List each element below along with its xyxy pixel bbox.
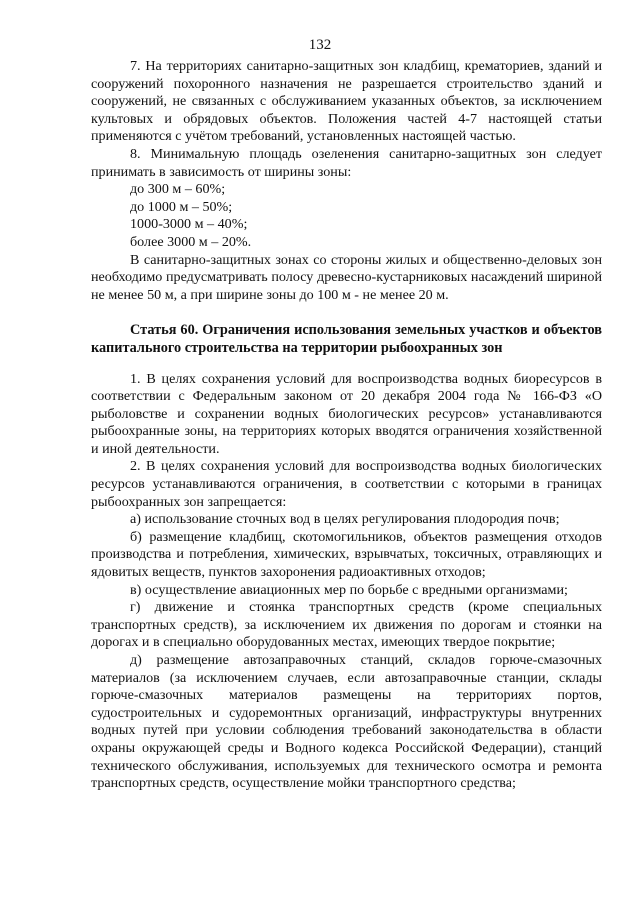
page-number: 132 — [308, 37, 332, 53]
article-60-heading: Статья 60. Ограничения использования земельных участков и объектов капитального строительства на территории рыбоохранных зон — [91, 322, 602, 356]
document-body — [91, 58, 602, 793]
restriction-item-a: а) использование сточных вод в целях регулирования плодородия почв; — [130, 511, 560, 528]
greening-rate-over-3000: более 3000 м – 20%. — [130, 233, 252, 250]
paragraph-part-7: 7. На территориях санитарно-защитных зон кладбищ, крематориев, зданий и сооружений похоронного назначения не разрешается строительство зданий и сооружений, не связанных с обслуживанием указанных объектов, за исключением культовых и обрядовых объектов. Положения частей 4-7 настоящей статьи применяются с учётом требований, установленных настоящей частью. — [91, 58, 602, 145]
paragraph-part-8: 8. Минимальную площадь озеленения санитарно-защитных зон следует принимать в зависимость от ширины зоны: — [91, 145, 602, 180]
article-60-part-2: 2. В целях сохранения условий для воспроизводства водных биологических ресурсов устанавливаются ограничения, в соответствии с которыми в границах рыбоохранных зон запрещается: — [91, 458, 602, 510]
greening-rate-up-to-300: до 300 м – 60%; — [130, 181, 226, 198]
restriction-item-v: в) осуществление авиационных мер по борьбе с вредными организмами; — [130, 581, 568, 598]
restriction-item-b: б) размещение кладбищ, скотомогильников, объектов размещения отходов производства и потребления, химических, взрывчатых, токсичных, отравляющих и ядовитых веществ, пунктов захоронения радиоактивных отходов; — [91, 528, 602, 581]
article-60-part-1: 1. В целях сохранения условий для воспроизводства водных биоресурсов в соответствии с Федеральным законом от 20 декабря 2004 года № 166-ФЗ «О рыболовстве и сохранении водных биологических ресурсов» устанавливаются рыбоохранные зоны, на территориях которых вводятся ограничения хозяйственной и иной деятельности. — [91, 370, 602, 457]
greening-rate-up-to-1000: до 1000 м – 50%; — [130, 198, 233, 215]
restriction-item-g: г) движение и стоянка транспортных средств (кроме специальных транспортных средств), за исключением их движения по дорогам и стоянки на дорогах и в специально оборудованных местах, имеющих твердое покрытие; — [91, 599, 602, 651]
paragraph-buffer-planting: В санитарно-защитных зонах со стороны жилых и общественно-деловых зон необходимо предусматривать полосу древесно-кустарниковых насаждений шириной не менее 50 м, а при ширине зоны до 100 м - не менее 20 м. — [91, 251, 602, 303]
section-gap — [91, 304, 602, 322]
greening-rate-1000-3000: 1000-3000 м – 40%; — [130, 216, 248, 233]
restriction-item-d: д) размещение автозаправочных станций, складов горюче-смазочных материалов (за исключением случаев, если автозаправочные станции, склады горюче-смазочных материалов размещены на территориях портов, судостроительных и судоремонтных организаций, инфраструктуры внутренних водных путей при условии соблюдения требований законодательства в области охраны окружающей среды и Водного кодекса Российской Федерации), станций технического обслуживания, используемых для технического осмотра и ремонта транспортных средств, осуществление мойки транспортного средства; — [91, 652, 602, 792]
heading-gap — [91, 358, 602, 371]
